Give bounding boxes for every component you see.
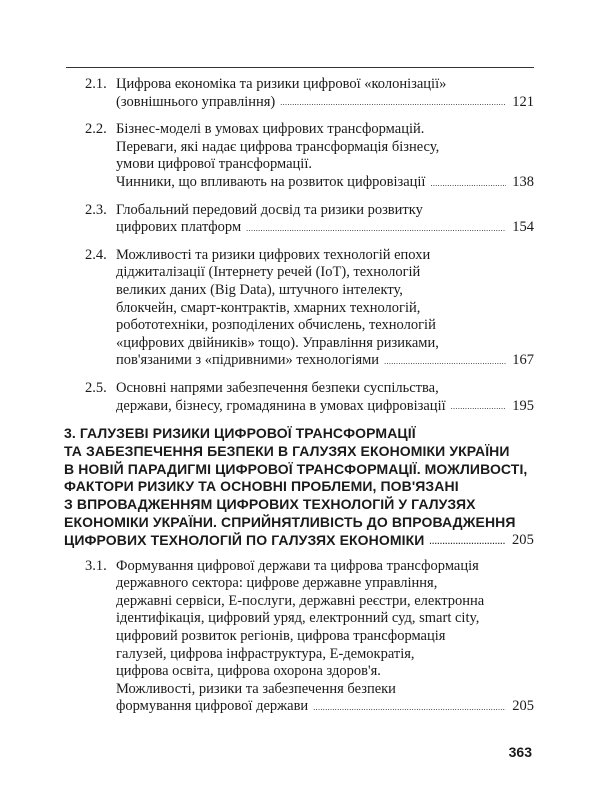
dot-leader	[313, 704, 506, 712]
entry-number: 3.1.	[85, 557, 107, 574]
toc-entry-2-3[interactable]	[64, 202, 534, 237]
entry-line: Глобальний передовий досвід та ризики розвитку	[116, 201, 423, 218]
page-number: 363	[508, 744, 532, 760]
entry-line: Основні напрями забезпечення безпеки суспільства,	[116, 379, 439, 396]
toc-entry-2-4[interactable]	[64, 247, 534, 370]
entry-line: Цифрова економіка та ризики цифрової «колонізації»	[116, 76, 447, 92]
entry-page: 121	[512, 93, 534, 110]
dot-leader	[246, 225, 506, 233]
entry-line: (зовнішнього управління)	[116, 93, 276, 110]
dot-leader	[451, 403, 507, 411]
section-page: 205	[511, 531, 534, 548]
section-line: ТА ЗАБЕЗПЕЧЕННЯ БЕЗПЕКИ В ГАЛУЗЯХ ЕКОНОМІКИ УКРАЇНИ	[64, 442, 510, 459]
entry-line: ідентифікація, цифровий уряд, електронний суд, smart city,	[116, 610, 480, 627]
entry-line: державного сектора: цифрове державне управління,	[116, 575, 438, 592]
entry-line: великих даних (Big Data), штучного інтелекту,	[116, 281, 403, 298]
top-rule	[66, 67, 534, 68]
entry-page: 195	[512, 397, 534, 414]
section-line: З ВПРОВАДЖЕННЯМ ЦИФРОВИХ ТЕХНОЛОГІЙ У ГАЛУЗЯХ	[64, 496, 476, 513]
entry-line: формування цифрової держави	[116, 698, 309, 715]
entry-line: Можливості та ризики цифрових технологій епохи	[116, 246, 431, 263]
entry-line: діджиталізації (Інтернету речей (IoT), технологій	[116, 264, 421, 281]
entry-line: цифрова освіта, цифрова охорона здоров'я.	[116, 663, 381, 680]
dot-leader	[280, 99, 506, 107]
entry-line: Можливості, ризики та забезпечення безпеки	[116, 680, 396, 697]
entry-number: 2.4.	[85, 246, 107, 263]
dot-leader	[430, 180, 506, 188]
entry-number: 2.5.	[85, 379, 107, 396]
dot-leader	[384, 358, 506, 366]
toc-section-3[interactable]	[64, 425, 534, 550]
entry-line: цифровий розвиток регіонів, цифрова трансформація	[116, 628, 446, 645]
entry-line: цифрових платформ	[116, 219, 242, 236]
entry-number: 2.1.	[85, 76, 107, 92]
section-line: ЦИФРОВИХ ТЕХНОЛОГІЙ ПО ГАЛУЗЯХ ЕКОНОМІКИ	[64, 531, 425, 548]
entry-line: Переваги, які надає цифрова трансформація бізнесу,	[116, 138, 440, 155]
section-line: ЕКОНОМІКИ УКРАЇНИ. СПРИЙНЯТЛИВІСТЬ ДО ВПРОВАДЖЕННЯ	[64, 514, 516, 531]
entry-line: робототехніки, розподілених обчислень, технологій	[116, 317, 436, 334]
entry-page: 138	[512, 173, 534, 190]
dot-leader	[429, 538, 506, 546]
entry-page: 154	[512, 219, 534, 236]
entry-line: держави, бізнесу, громадянина в умовах цифровізації	[116, 397, 446, 414]
entry-line: «цифрових двійників» тощо). Управління ризиками,	[116, 334, 439, 351]
entry-line: Формування цифрової держави та цифрова трансформація	[116, 557, 479, 574]
entry-line: галузей, цифрова інфраструктура, Е-демократія,	[116, 645, 415, 662]
entry-line: пов'язаними з «підривними» технологіями	[116, 352, 380, 369]
entry-line: блокчейн, смарт-контрактів, хмарних технологій,	[116, 299, 421, 316]
entry-line: умови цифрової трансформації.	[116, 156, 312, 173]
toc-entry-2-2[interactable]	[64, 121, 534, 191]
entry-line: державні сервіси, Е-послуги, державні реєстри, електронна	[116, 592, 485, 609]
toc-entry-3-1[interactable]	[64, 558, 534, 716]
table-of-contents	[64, 76, 534, 726]
toc-entry-2-5[interactable]	[64, 380, 534, 415]
entry-number: 2.3.	[85, 201, 107, 218]
section-line: 3. ГАЛУЗЕВІ РИЗИКИ ЦИФРОВОЇ ТРАНСФОРМАЦІЇ	[64, 425, 416, 442]
section-line: В НОВІЙ ПАРАДИГМІ ЦИФРОВОЇ ТРАНСФОРМАЦІЇ. МОЖЛИВОСТІ,	[64, 460, 528, 477]
entry-number: 2.2.	[85, 121, 107, 138]
entry-line: Чинники, що впливають на розвиток цифровізації	[116, 173, 426, 190]
entry-page: 167	[512, 352, 534, 369]
section-line: ФАКТОРИ РИЗИКУ ТА ОСНОВНІ ПРОБЛЕМИ, ПОВ'ЯЗАНІ	[64, 478, 459, 495]
toc-entry-2-1[interactable]	[64, 76, 534, 111]
entry-page: 205	[512, 698, 534, 715]
entry-line: Бізнес-моделі в умовах цифрових трансформацій.	[116, 121, 425, 138]
